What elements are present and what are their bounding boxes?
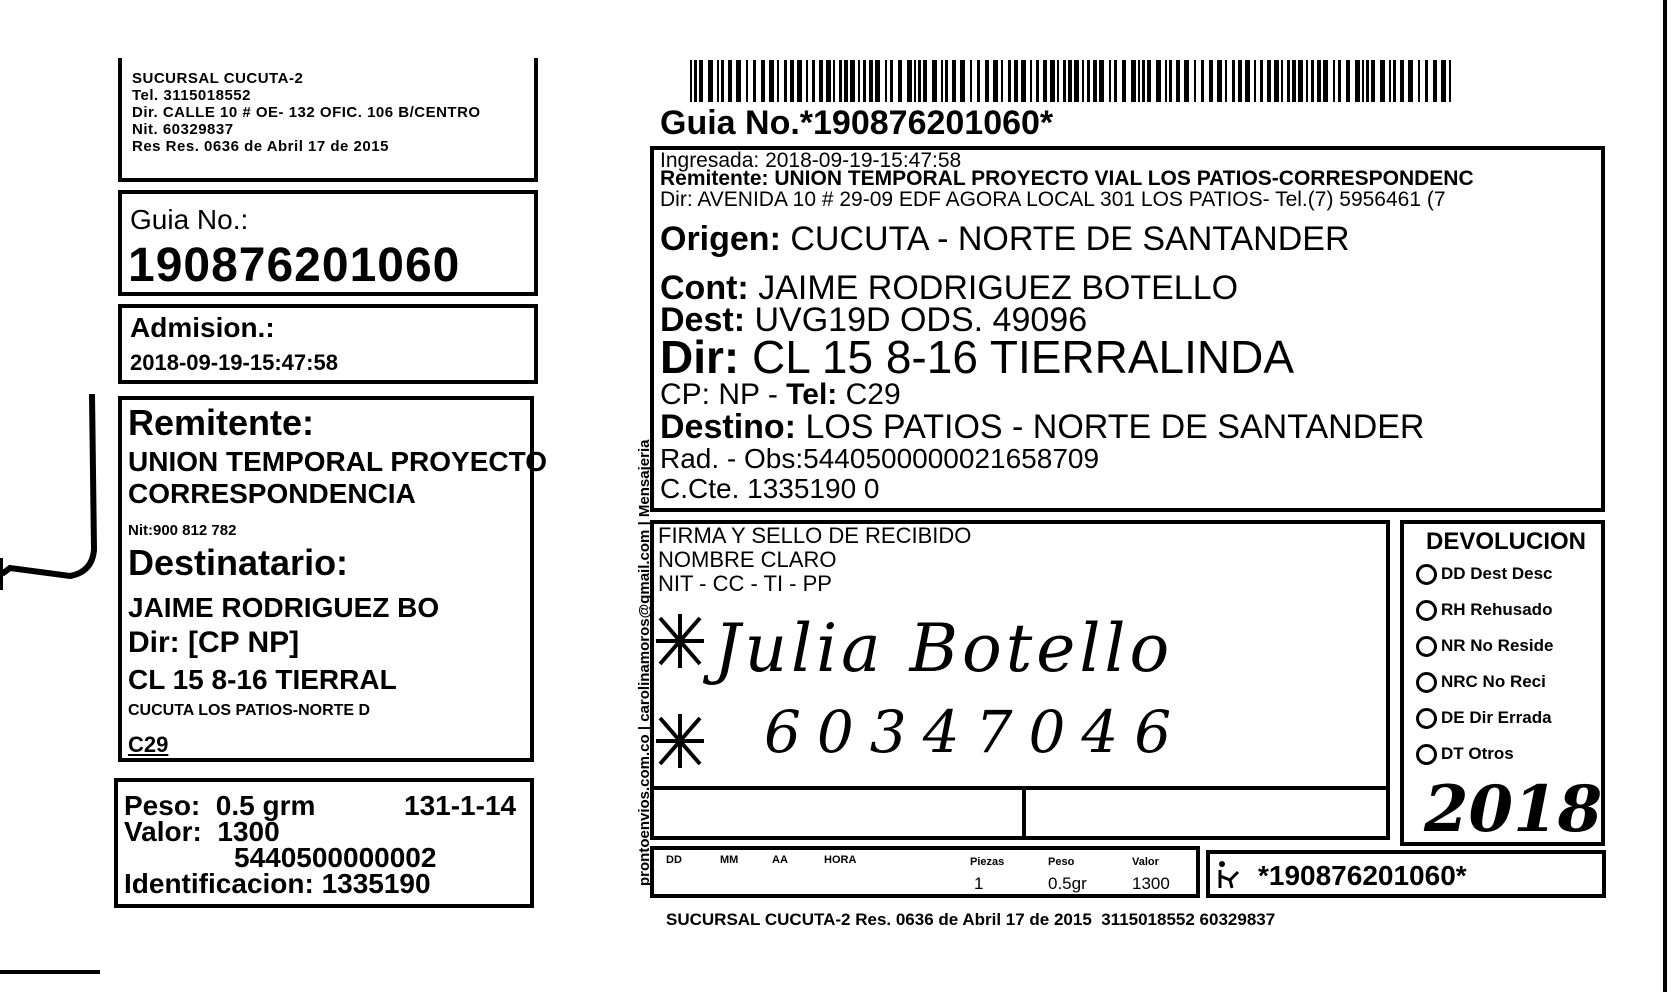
barcode-bar [1184, 60, 1189, 102]
branch-res: Res Res. 0636 de Abril 17 de 2015 [132, 138, 389, 155]
barcode-bar [1333, 60, 1335, 102]
barcode-bar [699, 60, 703, 102]
barcode-bar [1068, 60, 1072, 102]
barcode-bar [1441, 60, 1446, 102]
barcode-bar [812, 60, 815, 102]
barcode-bar [1425, 60, 1428, 102]
devolucion-option-dt[interactable]: DT Otros [1416, 744, 1514, 765]
barcode-bar [977, 60, 980, 102]
barcode-bar [993, 60, 998, 102]
barcode-bar [1225, 60, 1227, 102]
bottom-guia-number: *190876201060* [1258, 860, 1467, 891]
admision-date: 2018-09-19-15:47:58 [130, 350, 338, 375]
hdr-peso: Peso [1048, 856, 1075, 868]
barcode-bar [952, 60, 956, 102]
barcode-bar [819, 60, 823, 102]
barcode-bar [694, 60, 697, 102]
peso-line: Peso: 0.5 grm [124, 790, 316, 821]
remitente-full: Remitente: UNION TEMPORAL PROYECTO VIAL LOS PATIOS-CORRESPONDENC [660, 167, 1474, 190]
barcode-bar [1074, 60, 1079, 102]
barcode-bar [1138, 60, 1140, 102]
edge-mark [0, 390, 100, 630]
barcode-bar [769, 60, 774, 102]
barcode-bar [797, 60, 802, 102]
barcode-bar [1400, 60, 1404, 102]
barcode-icon [690, 60, 1455, 102]
barcode-bar [1267, 60, 1271, 102]
barcode-bar [1082, 60, 1084, 102]
branch-tel: Tel. 3115018552 [132, 87, 251, 104]
barcode-bar [885, 60, 887, 102]
barcode-bar [844, 60, 848, 102]
hdr-piezas: Piezas [970, 856, 1005, 868]
barcode-bar [708, 60, 713, 102]
origen-value: CUCUTA - NORTE DE SANTANDER [790, 220, 1350, 258]
devolucion-option-rh[interactable]: RH Rehusado [1416, 600, 1552, 621]
barcode-bar [907, 60, 912, 102]
origen [660, 220, 1350, 259]
bottom-edge-line [0, 970, 100, 974]
barcode-bar [1274, 60, 1279, 102]
barcode-bar [1380, 60, 1385, 102]
destinatario-label: Destinatario: [128, 542, 349, 583]
dir-big-label: Dir: [660, 331, 740, 383]
barcode-bar [1201, 60, 1204, 102]
hdr-aa: AA [772, 854, 788, 866]
dest-label: Dest: [660, 301, 746, 339]
destino-value: LOS PATIOS - NORTE DE SANTANDER [805, 408, 1425, 446]
barcode-bar [833, 60, 835, 102]
barcode-bar [1292, 60, 1296, 102]
tel-value: C29 [845, 378, 901, 411]
barcode-bar [914, 60, 916, 102]
barcode-bar [1371, 60, 1375, 102]
hdr-dd: DD [666, 854, 682, 866]
cont [660, 269, 1239, 307]
barcode-bar [1238, 60, 1242, 102]
barcode-bar [875, 60, 880, 102]
barcode-bar [1338, 60, 1341, 102]
hdr-valor: Valor [1132, 856, 1159, 868]
barcode-bar [1449, 60, 1451, 102]
cont-label: Cont: [660, 269, 749, 307]
remitente-nit: Nit:900 812 782 [128, 522, 237, 539]
barcode-bar [1156, 60, 1161, 102]
barcode-bar [1194, 60, 1196, 102]
bottom-piezas: 1 [974, 874, 984, 893]
barcode-bar [1014, 60, 1018, 102]
barcode-bar [960, 60, 965, 102]
branch-nit: Nit. 60329837 [132, 121, 234, 138]
barcode-bar [1311, 60, 1314, 102]
bottom-peso: 0.5gr [1048, 874, 1087, 893]
barcode-bar [1176, 60, 1180, 102]
barcode-bar [1366, 60, 1369, 102]
barcode-bar [1030, 60, 1032, 102]
barcode-bar [985, 60, 989, 102]
barcode-bar [850, 60, 855, 102]
barcode-bar [1287, 60, 1290, 102]
destinatario-code: C29 [128, 732, 169, 757]
destinatario-address: CL 15 8-16 TIERRAL [128, 664, 397, 695]
barcode-bar [784, 60, 787, 102]
dest-value: UVG19D ODS. 49096 [754, 301, 1088, 339]
bottom-guia-box [1206, 850, 1606, 898]
cp-label: CP: [660, 378, 711, 411]
barcode-bar [1063, 60, 1066, 102]
barcode-bar [1087, 60, 1090, 102]
radio-circle-icon [1416, 636, 1437, 657]
hdr-hora: HORA [824, 854, 857, 866]
firma-line3: NIT - CC - TI - PP [658, 571, 832, 596]
devolucion-option-nrc[interactable]: NRC No Reci [1416, 672, 1546, 693]
barcode-bar [1043, 60, 1047, 102]
barcode-bar [1362, 60, 1364, 102]
radio-circle-icon [1416, 708, 1437, 729]
cp-value: NP - [718, 378, 778, 411]
firma-line1: FIRMA Y SELLO DE RECIBIDO [658, 523, 972, 548]
peso-ref: 131-1-14 [404, 790, 517, 821]
barcode-bar [869, 60, 873, 102]
barcode-bar [1122, 60, 1126, 102]
barcode-bar [1114, 60, 1117, 102]
remitente-line1: UNION TEMPORAL PROYECTO [128, 446, 548, 477]
remitente-line2: CORRESPONDENCIA [128, 478, 416, 509]
devolucion-option-nr[interactable]: NR No Reside [1416, 636, 1553, 657]
barcode-bar [1036, 60, 1039, 102]
ink-blot-icon [656, 608, 706, 778]
barcode-bar [1169, 60, 1172, 102]
radio-circle-icon [1416, 744, 1437, 765]
barcode-bar [932, 60, 937, 102]
radio-circle-icon [1416, 564, 1437, 585]
barcode-bar [898, 60, 902, 102]
barcode-bar [1021, 60, 1026, 102]
guia-label: Guia No.: [130, 204, 249, 235]
firma-divider [654, 786, 1386, 790]
valor-line: Valor: 1300 [124, 816, 280, 847]
devolucion-stamp: 2018 [1424, 772, 1603, 847]
remitente-label: Remitente: [128, 402, 315, 443]
barcode-bar [1008, 60, 1011, 102]
barcode-bar [863, 60, 866, 102]
destinatario-city: CUCUTA LOS PATIOS-NORTE D [128, 702, 371, 719]
person-icon [1216, 858, 1242, 892]
guia-number: 190876201060 [128, 239, 461, 292]
barcode-bar [1408, 60, 1413, 102]
firma-line2: NOMBRE CLARO [658, 547, 837, 572]
barcode-bar [1254, 60, 1256, 102]
destino [660, 410, 1424, 444]
radio-circle-icon [1416, 600, 1437, 621]
identificacion: Identificacion: 1335190 [124, 868, 431, 899]
barcode-bar [1418, 60, 1420, 102]
destinatario-dir-label: Dir: [CP NP] [128, 626, 300, 659]
admision-label: Admision.: [130, 312, 275, 343]
barcode-bar [1050, 60, 1055, 102]
guia-box [118, 190, 538, 296]
cp-tel [660, 380, 901, 410]
barcode-bar [1323, 60, 1328, 102]
barcode-bar [1057, 60, 1059, 102]
barcode-bar [777, 60, 779, 102]
tel-label: Tel: [786, 378, 838, 411]
barcode-bar [945, 60, 948, 102]
hdr-mm: MM [720, 854, 739, 866]
radio-circle-icon [1416, 672, 1437, 693]
signature-id: 60347046 [764, 698, 1188, 766]
devolucion-option-dd[interactable]: DD Dest Desc [1416, 564, 1553, 585]
rad-obs: Rad. - Obs:5440500000021658709 [660, 443, 1100, 474]
barcode-bar [941, 60, 943, 102]
devolucion-option-de[interactable]: DE Dir Errada [1416, 708, 1552, 729]
barcode-bar [1355, 60, 1360, 102]
barcode-bar [790, 60, 794, 102]
peso-number: 5440500000002 [234, 842, 437, 873]
barcode-bar [1093, 60, 1097, 102]
peso-box [114, 778, 534, 908]
destinatario-name: JAIME RODRIGUEZ BO [128, 592, 440, 623]
barcode-bar [1317, 60, 1321, 102]
remitente-dir: Dir: AVENIDA 10 # 29-09 EDF AGORA LOCAL 301 LOS PATIOS- Tel.(7) 5956461 (7 [660, 188, 1446, 211]
branch-name: SUCURSAL CUCUTA-2 [132, 70, 304, 87]
devolucion-box [1400, 520, 1605, 846]
shipment-info-box [650, 146, 1605, 512]
devolucion-title: DEVOLUCION [1426, 528, 1587, 555]
barcode-bar [690, 60, 692, 102]
barcode-bar [970, 60, 972, 102]
barcode-bar [1306, 60, 1308, 102]
barcode-bar [1245, 60, 1250, 102]
barcode-bar [1099, 60, 1104, 102]
admision-box [118, 304, 538, 384]
barcode-bar [1165, 60, 1167, 102]
barcode-bar [717, 60, 719, 102]
guia-title: Guia No.*190876201060* [660, 104, 1054, 142]
barcode-bar [890, 60, 893, 102]
barcode-bar [736, 60, 741, 102]
barcode-bar [1232, 60, 1235, 102]
side-text: prontoenvios.com.co | carolinamoros@gmail.com | Mensajeria [636, 439, 653, 886]
dir-big [660, 331, 1295, 383]
bottom-valor: 1300 [1132, 874, 1170, 893]
ingresada: Ingresada: 2018-09-19-15:47:58 [660, 149, 962, 172]
branch-dir: Dir. CALLE 10 # OE- 132 OFIC. 106 B/CENTRO [132, 104, 481, 121]
barcode-bar [1393, 60, 1396, 102]
barcode-bar [806, 60, 808, 102]
barcode-bar [1217, 60, 1222, 102]
barcode-bar [1209, 60, 1213, 102]
barcode-bar [839, 60, 842, 102]
ccte: C.Cte. 1335190 0 [660, 473, 880, 504]
barcode-bar [923, 60, 927, 102]
right-edge-line [1663, 0, 1667, 992]
barcode-bar [1433, 60, 1437, 102]
barcode-bar [1281, 60, 1283, 102]
origen-label: Origen: [660, 220, 781, 258]
barcode-bar [1147, 60, 1151, 102]
barcode-bar [1142, 60, 1145, 102]
barcode-bar [746, 60, 748, 102]
signature: Julia Botello [714, 610, 1174, 687]
barcode-bar [1346, 60, 1350, 102]
cont-value: JAIME RODRIGUEZ BOTELLO [758, 269, 1239, 307]
branch-box [118, 58, 538, 182]
bottom-info-box [650, 846, 1200, 898]
barcode-bar [1389, 60, 1391, 102]
barcode-bar [1260, 60, 1263, 102]
barcode-bar [753, 60, 756, 102]
footer-text: SUCURSAL CUCUTA-2 Res. 0636 de Abril 17 de 2015 3115018552 60329837 [666, 910, 1276, 929]
barcode-bar [1109, 60, 1111, 102]
dir-big-value: CL 15 8-16 TIERRALINDA [752, 331, 1295, 383]
barcode-bar [1298, 60, 1303, 102]
barcode-bar [858, 60, 860, 102]
barcode-bar [728, 60, 732, 102]
barcode-bar [1131, 60, 1136, 102]
barcode-bar [1001, 60, 1003, 102]
firma-divider-vertical [1022, 786, 1026, 836]
barcode-bar [826, 60, 831, 102]
address-box [118, 396, 548, 762]
barcode-bar [761, 60, 765, 102]
barcode-bar [918, 60, 921, 102]
barcode-bar [721, 60, 724, 102]
firma-box [650, 520, 1390, 840]
destino-label: Destino: [660, 408, 796, 446]
